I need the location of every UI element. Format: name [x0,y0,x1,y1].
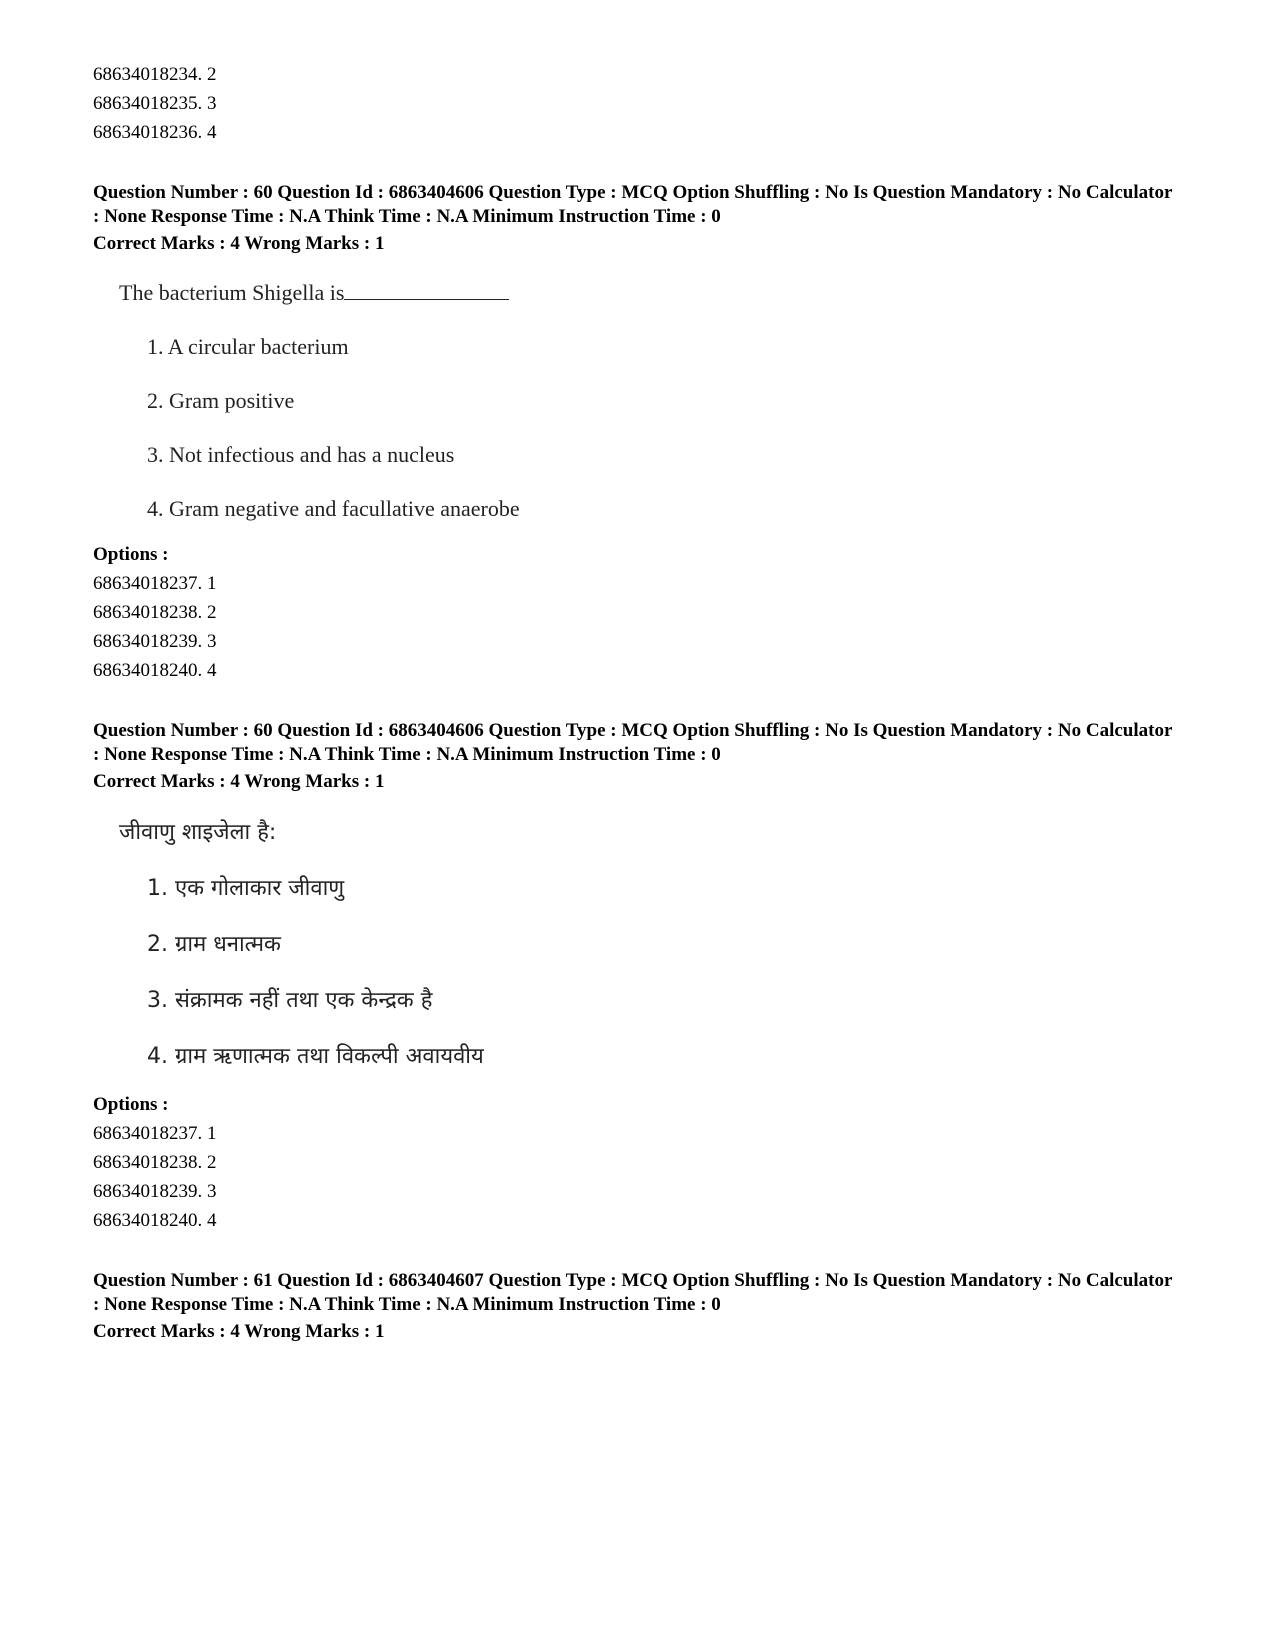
question-image [119,818,1193,1072]
options-label: Options : [93,1094,169,1115]
question-block-61 [93,1269,1193,1346]
question-marks: Correct Marks : 4 Wrong Marks : 1 [93,1321,385,1342]
options-label: Options : [93,544,169,565]
option-line: 68634018238. 2 [93,602,217,623]
option-line: 68634018235. 3 [93,93,217,114]
question-text: जीवाणु शाइजेला है: [119,820,277,845]
answer-blank [344,285,509,300]
option-line: 68634018236. 4 [93,122,217,143]
option-line: 68634018237. 1 [93,573,217,594]
option-line: 68634018240. 4 [93,1210,217,1231]
option-line: 68634018240. 4 [93,660,217,681]
choice-item: 3. संक्रामक नहीं तथा एक केन्द्रक है [147,988,433,1013]
choice-item: 1. A circular bacterium [147,334,349,359]
question-text: The bacterium Shigella is [119,280,1193,306]
question-meta: Question Number : 60 Question Id : 6863404606 Question Type : MCQ Option Shuffling : No Is Question Mandatory : No Calculator : None Response Time : N.A Think Time : N.A Minimum Instruction Time : 0 [93,720,1173,765]
choice-item: 3. Not infectious and has a nucleus [147,442,455,467]
option-line: 68634018239. 3 [93,631,217,652]
choice-item: 4. Gram negative and facullative anaerobe [147,496,520,521]
previous-options-list [93,60,1193,147]
document-page [93,60,1193,1346]
option-line: 68634018237. 1 [93,1123,217,1144]
choice-item: 2. ग्राम धनात्मक [147,932,281,957]
choice-item: 4. ग्राम ऋणात्मक तथा विकल्पी अवायवीय [147,1044,484,1069]
question-block-60-hindi [93,719,1193,1235]
choice-item: 1. एक गोलाकार जीवाणु [147,876,345,901]
question-block-60-english [93,181,1193,685]
option-line: 68634018238. 2 [93,1152,217,1173]
question-meta: Question Number : 61 Question Id : 6863404607 Question Type : MCQ Option Shuffling : No Is Question Mandatory : No Calculator : None Response Time : N.A Think Time : N.A Minimum Instruction Time : 0 [93,1270,1173,1315]
question-marks: Correct Marks : 4 Wrong Marks : 1 [93,233,385,254]
choice-item: 2. Gram positive [147,388,295,413]
question-meta: Question Number : 60 Question Id : 6863404606 Question Type : MCQ Option Shuffling : No Is Question Mandatory : No Calculator : None Response Time : N.A Think Time : N.A Minimum Instruction Time : 0 [93,182,1173,227]
question-image [119,280,1193,522]
option-line: 68634018239. 3 [93,1181,217,1202]
option-line: 68634018234. 2 [93,64,217,85]
question-marks: Correct Marks : 4 Wrong Marks : 1 [93,771,385,792]
